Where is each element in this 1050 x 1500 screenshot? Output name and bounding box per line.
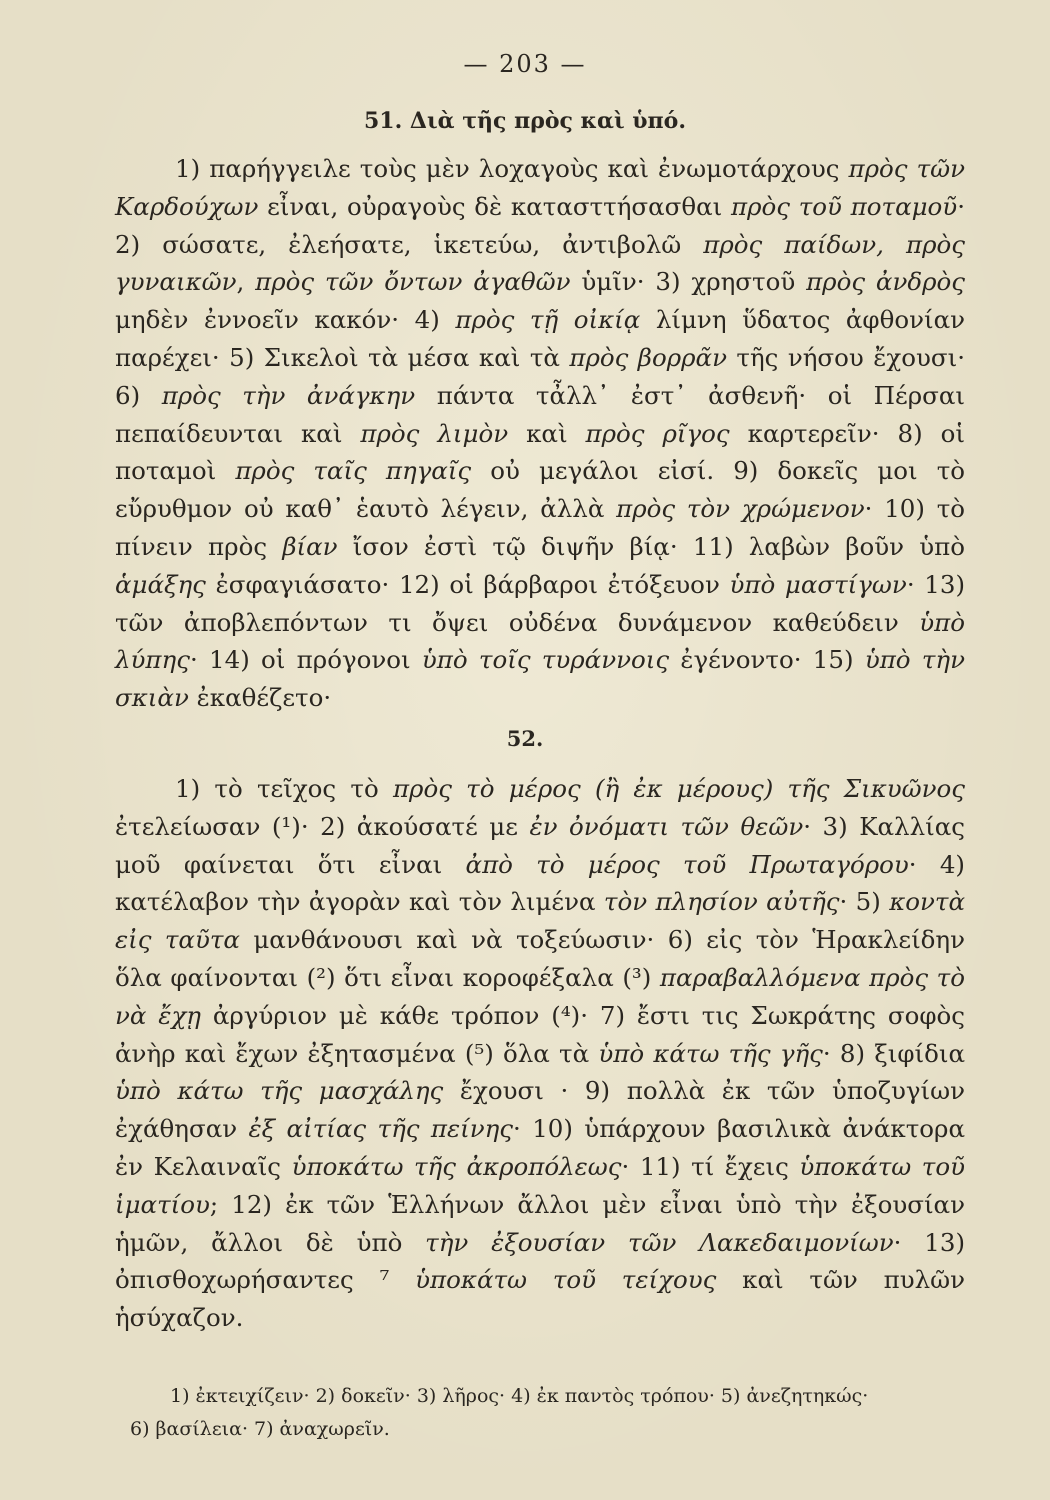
footnote-line: 6) βασίλεια· 7) ἀναχωρεῖν.	[130, 1418, 390, 1440]
italic-text-run: ὑπὸ τὴν σκιὰν	[115, 645, 965, 713]
text-run: · 8) ξιφίδια	[822, 1038, 966, 1068]
text-run: οὐ μεγάλοι εἰσί. 9) δοκεῖς μοι τὸ εὔρυθμον οὐ καθ᾽ ἑαυτὸ λέγειν, ἀλλὰ	[115, 456, 965, 524]
text-run: πάντα τἆλλ᾽ ἐστ᾽ ἀσθενῆ· οἱ Πέρσαι πεπαίδευνται καὶ	[115, 380, 965, 448]
text-run: ἐγένοντο· 15)	[669, 645, 865, 675]
section-heading-52: 52.	[506, 726, 544, 751]
text-run: · 13) ὀπισθοχωρήσαντες ⁷	[115, 1227, 966, 1295]
italic-text-run: τὸν πλησίον αὐτῆς	[603, 887, 840, 917]
text-run: ἴσον ἐστὶ τῷ διψῆν βίᾳ· 11) λαβὼν βοῦν ὑπὸ	[337, 531, 965, 561]
italic-text-run: πρὸς τῇ οἰκίᾳ	[455, 305, 641, 335]
text-run: ; 12) ἐκ τῶν Ἑλλήνων ἄλλοι μὲν εἶναι ὑπὸ τὴν ἐξουσίαν ἡμῶν, ἄλλοι δὲ ὑπὸ	[115, 1189, 965, 1257]
text-run: τῆς νήσου ἔχουσι· 6)	[115, 342, 965, 410]
italic-text-run: πρὸς τὸν χρώμενον	[616, 494, 865, 524]
italic-text-run: πρὸς τῶν Καρδούχων	[115, 154, 965, 221]
text-run: · 3) Καλλίας μοῦ φαίνεται ὅτι εἶναι	[115, 811, 965, 879]
italic-text-run: πρὸς τὴν ἀνάγκην	[161, 380, 416, 410]
section-heading-51: 51. Διὰ τῆς πρὸς καὶ ὑπό.	[364, 108, 686, 134]
italic-text-run: πρὸς ρῖγος	[585, 418, 730, 448]
italic-text-run: πρὸς τὸ μέρος (ἢ ἐκ μέρους) τῆς Σικυῶνος	[392, 774, 965, 803]
italic-text-run: ὑπὸ κάτω τῆς γῆς	[598, 1038, 823, 1068]
text-run: · 5)	[839, 887, 890, 917]
section-52-paragraph	[115, 770, 965, 1337]
italic-text-run: πρὸς βορρᾶν	[569, 342, 727, 372]
italic-text-run: ὑποκάτω τοῦ τείχους	[415, 1265, 717, 1295]
italic-text-run: ὑποκάτω τοῦ ἱματίου	[115, 1151, 966, 1219]
text-run: · 14) οἱ πρόγονοι	[189, 645, 422, 675]
italic-text-run: πρὸς παίδων, πρὸς γυναικῶν	[115, 229, 965, 297]
italic-text-run: ὑποκάτω τῆς ἀκροπόλεως	[291, 1151, 622, 1181]
text-run: · 13) τῶν ἀποβλεπόντων τι ὄψει οὐδένα δυνάμενον καθεύδειν	[115, 569, 966, 637]
text-run: εἶναι, οὐραγοὺς δὲ κατασττήσασθαι	[258, 191, 732, 221]
italic-text-run: ὑπὸ μαστίγων	[729, 569, 907, 599]
text-run: ὑμῖν· 3) χρηστοῦ	[570, 267, 807, 297]
footnotes	[130, 1380, 960, 1446]
italic-text-run: παραβαλλόμενα πρὸς τὸ νὰ ἔχῃ	[115, 962, 965, 1030]
text-run: ἐτελείωσαν (¹)· 2) ἀκούσατέ με	[115, 811, 530, 841]
italic-text-run: βίαν	[282, 531, 338, 561]
footnote-line: 1) ἐκτειχίζειν· 2) δοκεῖν· 3) λῆρος· 4) ἐκ παντὸς τρόπου· 5) ἀνεζητηκώς·	[170, 1385, 869, 1407]
text-run: ἐκαθέζετο·	[188, 683, 332, 713]
italic-text-run: ὑπὸ λύπης	[115, 607, 965, 675]
italic-text-run: ἀπὸ τὸ μέρος τοῦ Πρωταγόρου	[465, 849, 909, 879]
italic-text-run: τὴν ἐξουσίαν τῶν Λακεδαιμονίων	[425, 1227, 894, 1257]
italic-text-run: ἁμάξης	[115, 569, 206, 599]
section-51-paragraph	[115, 150, 965, 717]
text-run: μηδὲν ἐννοεῖν κακόν· 4)	[115, 305, 456, 335]
italic-text-run: ὑπὸ κάτω τῆς μασχάλης	[115, 1076, 444, 1106]
text-run: 1) τὸ τεῖχος τὸ	[175, 774, 393, 803]
italic-text-run: ἐν ὀνόματι τῶν θεῶν	[529, 811, 804, 841]
text-run: ἀργύριον μὲ κάθε τρόπον (⁴)· 7) ἔστι τις Σωκράτης σοφὸς ἀνὴρ καὶ ἔχων ἐξητασμένα (⁵) ὅλα τὰ	[115, 1000, 965, 1068]
italic-text-run: πρὸς ἀνδρὸς	[806, 267, 965, 297]
text-run: καρτερεῖν· 8) οἱ ποταμοὶ	[115, 418, 965, 486]
italic-text-run: πρὸς τοῦ ποταμοῦ	[731, 191, 958, 221]
text-run: · 2) σώσατε, ἐλεήσατε, ἱκετεύω, ἀντιβολῶ	[115, 191, 965, 259]
italic-text-run: πρὸς ταῖς πηγαῖς	[235, 456, 472, 486]
text-run: ,	[236, 267, 256, 297]
text-run: · 4) κατέλαβον τὴν ἀγορὰν καὶ τὸν λιμένα	[115, 849, 965, 917]
italic-text-run: κοντὰ εἰς ταῦτα	[115, 887, 966, 955]
text-run: · 10) τὸ πίνειν πρὸς	[115, 494, 965, 561]
text-run: ἐσφαγιάσατο· 12) οἱ βάρβαροι ἐτόξευον	[205, 569, 730, 599]
text-run: μανθάνουσι καὶ νὰ τοξεύωσιν· 6) εἰς τὸν Ἡρακλείδην ὅλα φαίνονται (²) ὅτι εἶναι κοροφέξαλα (³)	[115, 925, 966, 992]
text-run: · 11) τί ἔχεις	[621, 1151, 800, 1181]
italic-text-run: ἐξ αἰτίας τῆς πείνης	[248, 1114, 514, 1144]
text-run: ἔχουσι · 9) πολλὰ ἐκ τῶν ὑποζυγίων ἐχάθησαν	[115, 1076, 965, 1144]
italic-text-run: πρὸς τῶν ὄντων ἀγαθῶν	[255, 267, 571, 297]
text-run: · 10) ὑπάρχουν βασιλικὰ ἀνάκτορα ἐν Κελαιναῖς	[115, 1114, 965, 1181]
italic-text-run: πρὸς λιμὸν	[360, 418, 509, 448]
text-run: καὶ τῶν πυλῶν ἡσύχαζον.	[115, 1265, 966, 1333]
page-number: — 203 —	[463, 50, 587, 78]
text-run: 1) παρήγγειλε τοὺς μὲν λοχαγοὺς καὶ ἐνωμοτάρχους	[175, 154, 849, 183]
text-run: καὶ	[508, 418, 586, 448]
text-run: λίμνη ὕδατος ἀφθονίαν παρέχει· 5) Σικελοὶ τὰ μέσα καὶ τὰ	[115, 305, 966, 372]
italic-text-run: ὑπὸ τοῖς τυράννοις	[421, 645, 670, 675]
